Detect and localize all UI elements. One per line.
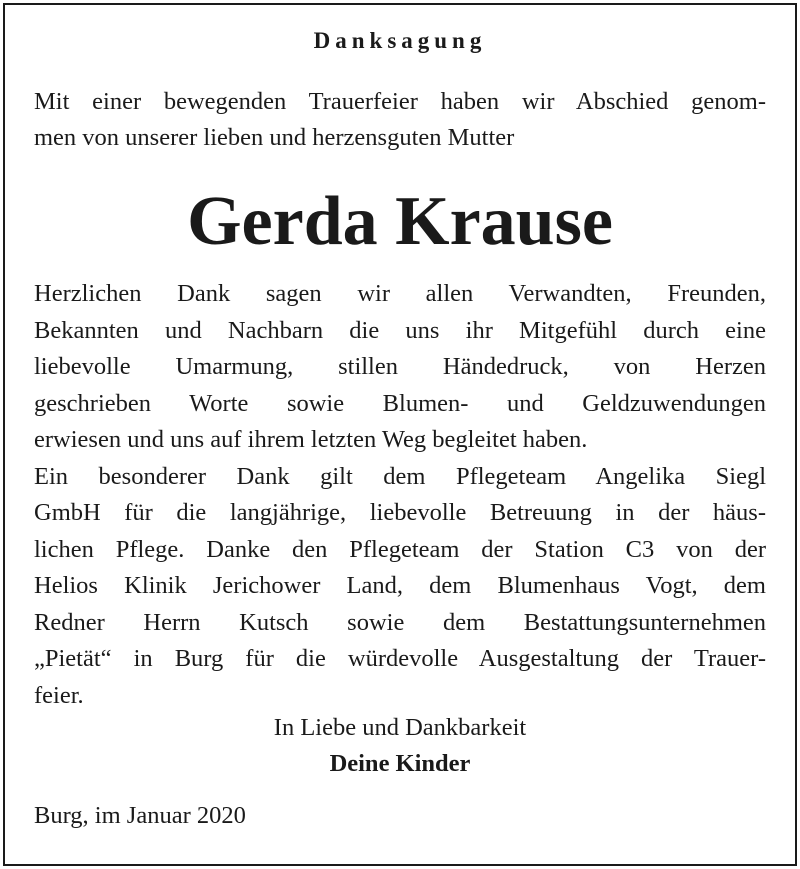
thanks-line: lichen Pflege. Danke den Pflegeteam der Station C3 von der bbox=[34, 535, 766, 563]
thanks-line: erwiesen und uns auf ihrem letzten Weg begleitet haben. bbox=[34, 426, 588, 453]
thanks-line: Redner Herrn Kutsch sowie dem Bestattungsunternehmen bbox=[34, 608, 766, 636]
intro-text bbox=[34, 84, 766, 156]
thanks-line: geschrieben Worte sowie Blumen- und Geldzuwendungen bbox=[34, 389, 766, 417]
closing-phrase: In Liebe und Dankbarkeit bbox=[273, 714, 527, 741]
thanks-line: feier. bbox=[34, 681, 84, 709]
intro-line: men von unserer lieben und herzensguten Mutter bbox=[34, 124, 515, 151]
thanks-line: Bekannten und Nachbarn die uns ihr Mitgefühl durch eine bbox=[34, 316, 766, 344]
signature: Deine Kinder bbox=[329, 750, 471, 777]
thanks-text bbox=[34, 276, 766, 714]
thanks-line: Herzlichen Dank sagen wir allen Verwandten, Freunden, bbox=[34, 280, 766, 307]
deceased-name: Gerda Krause bbox=[187, 183, 613, 260]
notice-heading: Danksagung bbox=[313, 28, 487, 53]
closing-block bbox=[0, 710, 800, 782]
thanks-line: Ein besonderer Dank gilt dem Pflegeteam Angelika Siegl bbox=[34, 462, 766, 490]
thanks-line: GmbH für die langjährige, liebevolle Betreuung in der häus- bbox=[34, 499, 766, 526]
thanks-line: Helios Klinik Jerichower Land, dem Blumenhaus Vogt, dem bbox=[34, 572, 766, 599]
thanks-line: „Pietät“ in Burg für die würdevolle Ausgestaltung der Trauer- bbox=[34, 645, 766, 672]
thanks-line: liebevolle Umarmung, stillen Händedruck, von Herzen bbox=[34, 353, 766, 380]
place-date: Burg, im Januar 2020 bbox=[34, 802, 246, 829]
intro-line: Mit einer bewegenden Trauerfeier haben wir Abschied genom- bbox=[34, 88, 766, 115]
